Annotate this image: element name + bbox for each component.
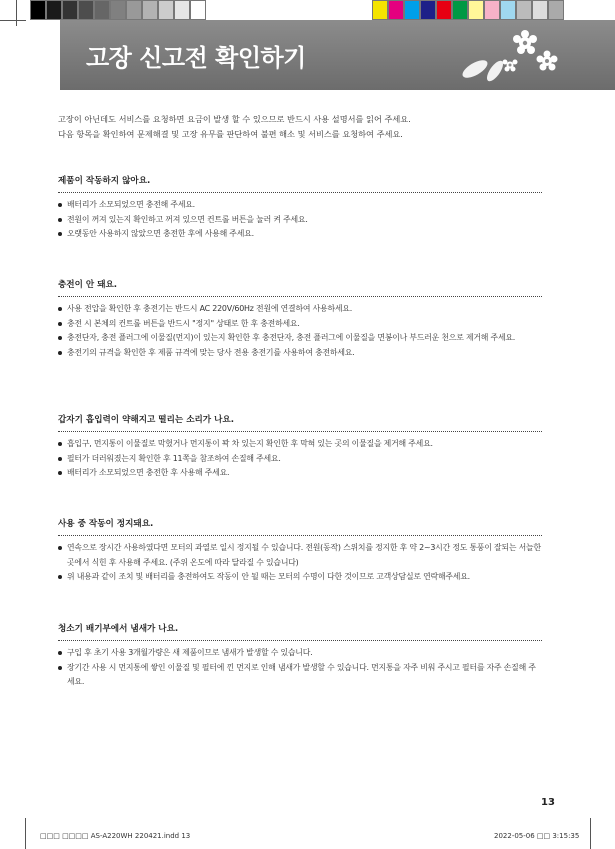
color-swatch xyxy=(532,0,548,20)
intro-line: 고장이 아닌데도 서비스를 요청하면 요금이 발생 할 수 있으므로 반드시 사용 설명서를 읽어 주세요. xyxy=(58,114,411,124)
color-swatch xyxy=(500,0,516,20)
list-item: 장기간 사용 시 먼지통에 쌓인 이물질 및 필터에 낀 먼지로 인해 냄새가 발생할 수 있습니다. 먼지통을 자주 비워 주시고 필터를 자주 손질해 주세요. xyxy=(58,661,542,690)
color-swatch xyxy=(30,0,46,20)
color-swatch xyxy=(436,0,452,20)
intro-line: 다음 항목을 확인하여 문제해결 및 고장 유무를 판단하여 불편 해소 및 서비스를 요청하여 주세요. xyxy=(58,129,403,139)
color-swatch xyxy=(78,0,94,20)
section-weak-suction xyxy=(58,413,542,481)
section-exhaust-smell xyxy=(58,622,542,690)
section-title: 갑자기 흡입력이 약해지고 떨리는 소리가 나요. xyxy=(58,413,542,432)
list-item: 위 내용과 같이 조치 및 배터리를 충전하여도 작동이 안 될 때는 모터의 수명이 다한 것이므로 고객상담실로 연락해주세요. xyxy=(58,570,542,585)
crop-mark-bottom-left xyxy=(25,818,26,849)
page-title: 고장 신고전 확인하기 xyxy=(86,44,306,72)
color-swatch xyxy=(468,0,484,20)
color-swatch xyxy=(516,0,532,20)
gray-swatch-bar xyxy=(30,0,206,20)
section-title: 청소기 배기부에서 냄새가 나요. xyxy=(58,622,542,641)
list-item: 사용 전압을 확인한 후 충전기는 반드시 AC 220V/60Hz 전원에 연결하여 사용하세요. xyxy=(58,302,542,317)
color-swatch xyxy=(174,0,190,20)
crop-mark-bottom-right xyxy=(590,818,591,849)
color-swatch xyxy=(94,0,110,20)
bullet-list xyxy=(58,302,542,360)
color-swatch xyxy=(484,0,500,20)
color-swatch xyxy=(142,0,158,20)
list-item: 연속으로 장시간 사용하였다면 모터의 과열로 일시 정지될 수 있습니다. 전원(동작) 스위치를 정지한 후 약 2~3시간 정도 통풍이 잘되는 서늘한 곳에서 식힌 후 사용해 주세요. (주위 온도에 따라 달라질 수 있습니다) xyxy=(58,541,542,570)
list-item: 충전단자, 충전 플러그에 이물질(먼지)이 있는지 확인한 후 충전단자, 충전 플러그에 이물질을 면봉이나 부드러운 천으로 제거해 주세요. xyxy=(58,331,542,346)
section-title: 충전이 안 돼요. xyxy=(58,278,542,297)
section-title: 사용 중 작동이 정지돼요. xyxy=(58,517,542,536)
flower-decoration-icon xyxy=(455,25,565,87)
bullet-list xyxy=(58,437,542,481)
footer-file-info: □□□ □□□□ AS-A220WH 220421.indd 13 xyxy=(40,832,191,840)
color-swatch xyxy=(548,0,564,20)
list-item: 필터가 더러워졌는지 확인한 후 11쪽을 참조하여 손질해 주세요. xyxy=(58,452,542,467)
color-swatch xyxy=(158,0,174,20)
section-not-working xyxy=(58,174,542,242)
color-swatch xyxy=(452,0,468,20)
color-swatch xyxy=(46,0,62,20)
color-swatch xyxy=(388,0,404,20)
color-swatch xyxy=(372,0,388,20)
color-swatch xyxy=(420,0,436,20)
footer-timestamp: 2022-05-06 □□ 3:15:35 xyxy=(494,832,580,840)
section-no-charging xyxy=(58,278,542,360)
section-title: 제품이 작동하지 않아요. xyxy=(58,174,542,193)
list-item: 배터리가 소모되었으면 충전한 후 사용해 주세요. xyxy=(58,466,542,481)
bullet-list xyxy=(58,646,542,690)
color-swatch xyxy=(404,0,420,20)
list-item: 오랫동안 사용하지 않았으면 충전한 후에 사용해 주세요. xyxy=(58,227,542,242)
page-number: 13 xyxy=(541,797,555,808)
list-item: 충전기의 규격을 확인한 후 제품 규격에 맞는 당사 전용 충전기를 사용하여 충전하세요. xyxy=(58,346,542,361)
list-item: 충전 시 본체의 컨트롤 버튼을 반드시 "정지" 상태로 한 후 충전하세요. xyxy=(58,317,542,332)
color-swatch xyxy=(110,0,126,20)
section-stops-during-use xyxy=(58,517,542,585)
color-swatch xyxy=(126,0,142,20)
list-item: 전원이 꺼져 있는지 확인하고 꺼져 있으면 컨트롤 버튼을 눌러 켜 주세요. xyxy=(58,213,542,228)
crop-mark-top-left xyxy=(16,0,17,26)
list-item: 흡입구, 먼지통이 이물질로 막혔거나 먼지통이 꽉 차 있는지 확인한 후 막혀 있는 곳의 이물질을 제거해 주세요. xyxy=(58,437,542,452)
list-item: 배터리가 소모되었으면 충전해 주세요. xyxy=(58,198,542,213)
color-swatch xyxy=(62,0,78,20)
color-swatch xyxy=(190,0,206,20)
intro-text xyxy=(58,112,558,142)
bullet-list xyxy=(58,541,542,585)
bullet-list xyxy=(58,198,542,242)
list-item: 구입 후 초기 사용 3개월가량은 새 제품이므로 냄새가 발생할 수 있습니다. xyxy=(58,646,542,661)
crop-mark-top-left-h xyxy=(0,20,26,21)
color-swatch-bar xyxy=(372,0,564,20)
